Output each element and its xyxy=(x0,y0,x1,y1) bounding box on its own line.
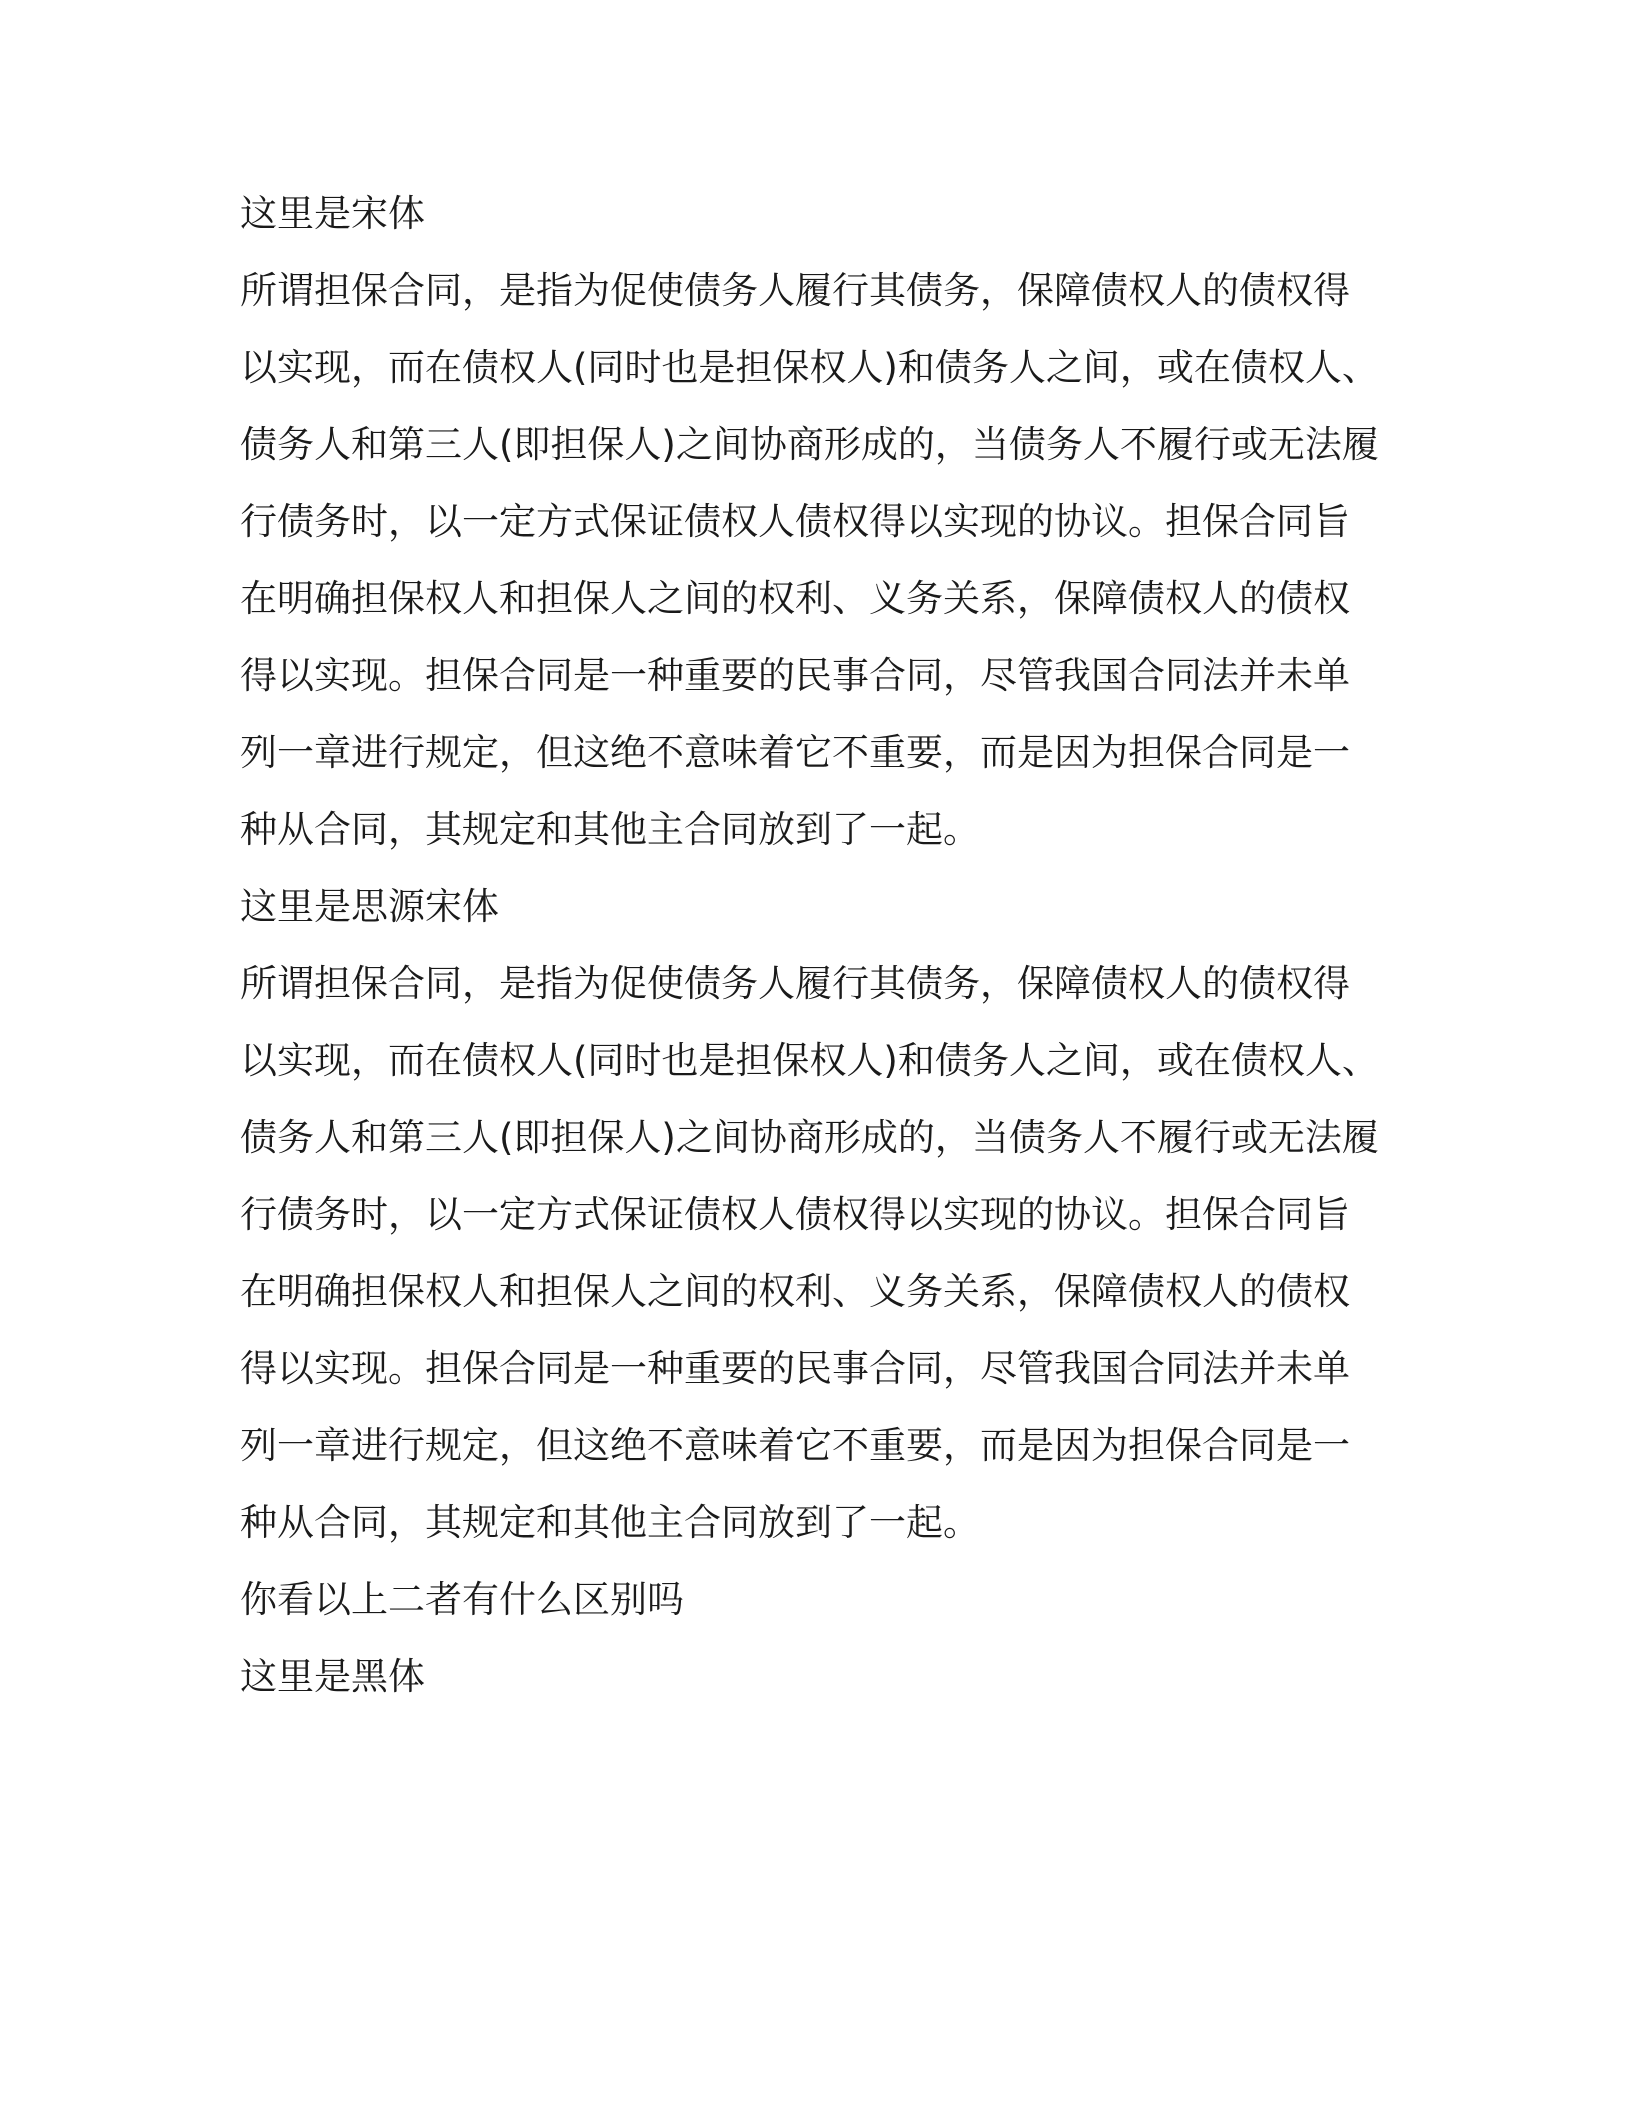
paragraph-line: 行债务时，以一定方式保证债权人债权得以实现的协议。担保合同旨 xyxy=(240,1193,1350,1236)
heading-heiti xyxy=(240,1653,1390,1730)
document-content xyxy=(240,190,1390,1730)
paragraph-line: 所谓担保合同，是指为促使债务人履行其债务，保障债权人的债权得 xyxy=(240,269,1350,312)
paragraph-line: 在明确担保权人和担保人之间的权利、义务关系，保障债权人的债权 xyxy=(240,577,1350,620)
paragraph-line: 种从合同，其规定和其他主合同放到了一起。 xyxy=(240,808,980,851)
heading-siyuan-songti xyxy=(240,883,1390,960)
heading-siyuan-songti-text: 这里是思源宋体 xyxy=(240,885,499,928)
heading-songti-text: 这里是宋体 xyxy=(240,192,425,235)
paragraph-line: 行债务时，以一定方式保证债权人债权得以实现的协议。担保合同旨 xyxy=(240,500,1350,543)
paragraph-line: 种从合同，其规定和其他主合同放到了一起。 xyxy=(240,1501,980,1544)
question-line xyxy=(240,1576,1390,1653)
paragraph-line: 列一章进行规定，但这绝不意味着它不重要，而是因为担保合同是一 xyxy=(240,731,1350,774)
paragraph-line: 债务人和第三人(即担保人)之间协商形成的，当债务人不履行或无法履 xyxy=(240,423,1379,466)
paragraph-line: 得以实现。担保合同是一种重要的民事合同，尽管我国合同法并未单 xyxy=(240,654,1350,697)
paragraph-line: 得以实现。担保合同是一种重要的民事合同，尽管我国合同法并未单 xyxy=(240,1347,1350,1390)
paragraph-line: 在明确担保权人和担保人之间的权利、义务关系，保障债权人的债权 xyxy=(240,1270,1350,1313)
paragraph-line: 所谓担保合同，是指为促使债务人履行其债务，保障债权人的债权得 xyxy=(240,962,1350,1005)
paragraph-line: 列一章进行规定，但这绝不意味着它不重要，而是因为担保合同是一 xyxy=(240,1424,1350,1467)
heading-songti xyxy=(240,190,1390,267)
paragraph-line: 以实现，而在债权人(同时也是担保权人)和债务人之间，或在债权人、 xyxy=(240,346,1379,389)
heading-heiti-text: 这里是黑体 xyxy=(240,1655,425,1698)
paragraph-songti xyxy=(240,267,1390,883)
question-text: 你看以上二者有什么区别吗 xyxy=(240,1578,684,1621)
paragraph-siyuan-songti xyxy=(240,960,1390,1576)
paragraph-line: 以实现，而在债权人(同时也是担保权人)和债务人之间，或在债权人、 xyxy=(240,1039,1379,1082)
paragraph-line: 债务人和第三人(即担保人)之间协商形成的，当债务人不履行或无法履 xyxy=(240,1116,1379,1159)
